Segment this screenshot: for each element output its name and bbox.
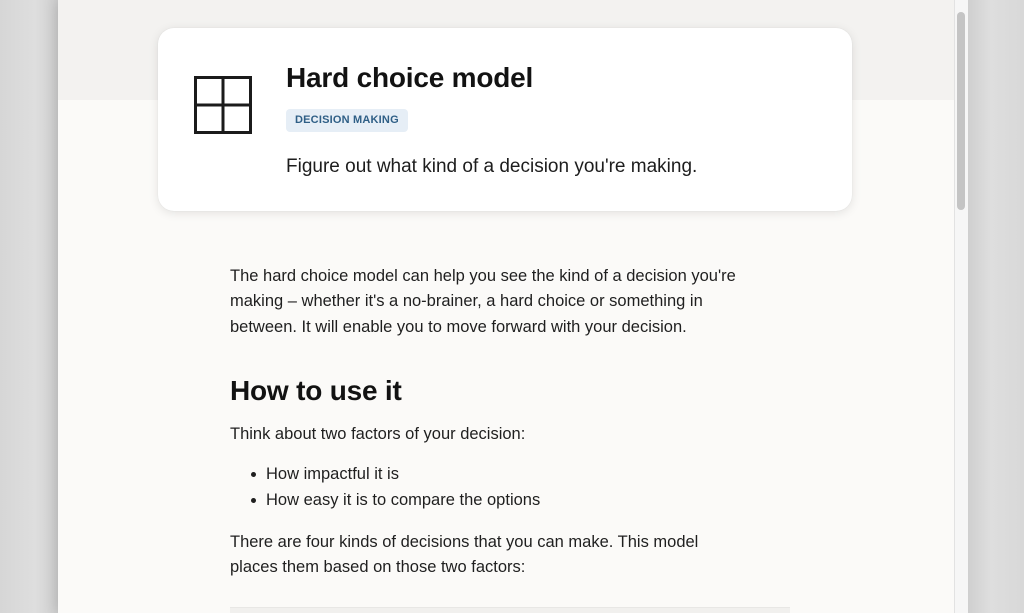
- outro-paragraph: [230, 530, 790, 581]
- tool-header-card: [158, 28, 852, 211]
- bullet-icon: [251, 472, 256, 477]
- intro-line: making – whether it's a no-brainer, a hard choice or something in: [230, 292, 703, 311]
- factor-list: [230, 462, 540, 513]
- next-content-block: [230, 607, 790, 613]
- bullet-icon: [251, 498, 256, 503]
- right-backdrop: [968, 0, 1024, 613]
- section-heading: How to use it: [230, 375, 402, 406]
- grid-2x2-icon: [194, 76, 252, 134]
- intro-line: The hard choice model can help you see the kind of a decision you're: [230, 267, 736, 285]
- list-item-text: How easy it is to compare the options: [266, 490, 541, 509]
- content-window: [58, 0, 954, 613]
- intro-paragraph: [230, 264, 790, 340]
- page-title: Hard choice model: [286, 62, 534, 93]
- scrollbar-thumb[interactable]: [957, 12, 965, 210]
- lead-paragraph: Think about two factors of your decision:: [230, 425, 526, 443]
- category-tag[interactable]: DECISION MAKING: [286, 109, 408, 132]
- left-backdrop: [0, 0, 58, 613]
- outro-line: places them based on those two factors:: [230, 558, 526, 577]
- list-item-text: How impactful it is: [266, 465, 399, 483]
- page-subtitle: Figure out what kind of a decision you're making.: [286, 156, 698, 177]
- outro-line: There are four kinds of decisions that you can make. This model: [230, 533, 699, 551]
- list-item: [230, 462, 540, 488]
- intro-line: between. It will enable you to move forward with your decision.: [230, 317, 687, 336]
- list-item: [230, 488, 540, 514]
